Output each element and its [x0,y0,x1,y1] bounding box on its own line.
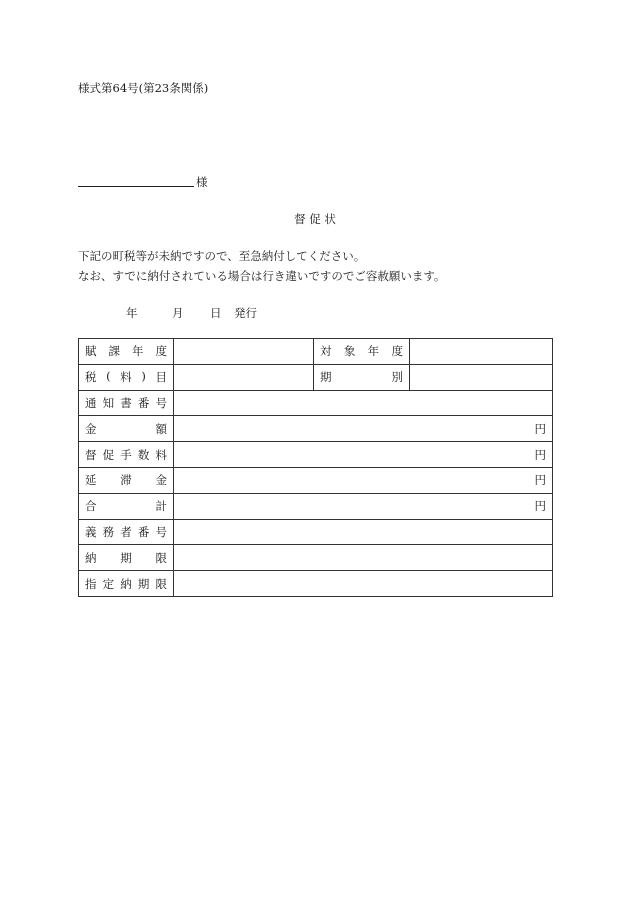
field-label-char: 金 [85,421,97,436]
field-label-char: 賦 [85,344,97,359]
field-value [174,519,553,545]
field-label-char: 番 [137,395,150,410]
table-row [79,339,553,365]
field-label [79,545,174,571]
field-label-char: 務 [102,524,115,539]
field-label-char: 指 [85,576,97,591]
field-label-char: 督 [85,447,97,462]
field-value [174,545,553,571]
table-row [79,571,553,597]
field-label-char: 者 [120,524,132,539]
document-title: 督 促 状 [294,212,336,226]
field-label [79,364,174,390]
field-value [174,390,553,416]
field-label-text [85,421,167,437]
field-label-text [85,472,167,488]
field-label-char: 計 [155,499,167,514]
field-value: 円 [174,442,553,468]
table-row [79,442,553,468]
field-label-char: 限 [155,576,167,591]
field-label-char: 料 [120,370,132,385]
field-label-char: 義 [85,524,97,539]
field-label [314,364,410,390]
field-value [174,571,553,597]
field-label-text [85,524,167,540]
field-value: 円 [174,416,553,442]
field-label [314,339,410,365]
field-label-text [85,395,167,411]
field-label-char: 度 [391,344,403,359]
field-label-text [85,447,167,463]
field-label-text [320,343,403,359]
issue-date-month: 月 [172,306,184,320]
field-value [410,339,553,365]
field-label [79,467,174,493]
field-value [174,364,314,390]
field-label-char: 限 [155,550,167,565]
field-label-char: 対 [320,344,332,359]
field-value: 円 [174,493,553,519]
field-label-char: 年 [132,344,144,359]
field-label-char: 手 [120,447,132,462]
form-number: 様式第64号(第23条関係) [78,81,209,95]
field-label-char: 期 [137,576,150,591]
field-label-char: 延 [85,473,97,488]
field-label-text [320,369,403,385]
field-label-char: 知 [102,395,115,410]
table-row [79,364,553,390]
delinquency-details-table [78,338,553,597]
field-label-char: 期 [120,550,132,565]
field-label-char: 年 [367,344,380,359]
field-label-text [85,576,167,592]
field-label-char: ) [141,369,146,384]
table-row [79,416,553,442]
field-label-char: ( [106,369,111,384]
issue-date [126,305,257,321]
field-label-char: 目 [155,370,167,385]
table-row [79,467,553,493]
body-text-line-1: 下記の町税等が未納ですので、至急納付してください。 [78,249,366,263]
field-label-char: 定 [102,576,115,591]
field-label [79,339,174,365]
body-text-line-2: なお、すでに納付されている場合は行き違いですのでご容赦願います。 [78,269,446,283]
field-label-char: 別 [391,370,403,385]
field-label-char: 通 [85,395,97,410]
field-label-char: 象 [343,344,356,359]
field-label-char: 料 [155,447,167,462]
field-value [174,339,314,365]
table-row [79,493,553,519]
field-label [79,493,174,519]
addressee-honorific: 様 [196,175,208,189]
field-label-char: 促 [102,447,115,462]
field-label-text [85,369,167,385]
field-label-char: 番 [137,524,150,539]
table-row [79,519,553,545]
field-label-text [85,343,167,359]
field-label [79,571,174,597]
field-label-char: 期 [320,370,332,385]
field-label [79,416,174,442]
field-label-char: 納 [120,576,132,591]
field-label [79,390,174,416]
field-label-char: 額 [155,421,167,436]
field-value: 円 [174,467,553,493]
field-value [410,364,553,390]
field-label-char: 数 [137,447,150,462]
issue-date-issued: 発行 [234,306,257,320]
field-label-char: 納 [85,550,97,565]
field-label-char: 滞 [120,473,132,488]
field-label-char: 号 [155,395,167,410]
field-label-text [85,550,167,566]
field-label [79,442,174,468]
field-label-char: 金 [155,473,167,488]
field-label-text [85,498,167,514]
issue-date-day: 日 [210,306,222,320]
field-label-char: 課 [108,344,120,359]
field-label-char: 度 [155,344,167,359]
field-label-char: 号 [155,524,167,539]
field-label-char: 合 [85,499,97,514]
addressee-name-line [78,186,194,187]
field-label-char: 書 [120,395,132,410]
field-label-char: 税 [85,370,97,385]
field-label [79,519,174,545]
table-row [79,545,553,571]
table-row [79,390,553,416]
issue-date-year: 年 [126,306,138,320]
